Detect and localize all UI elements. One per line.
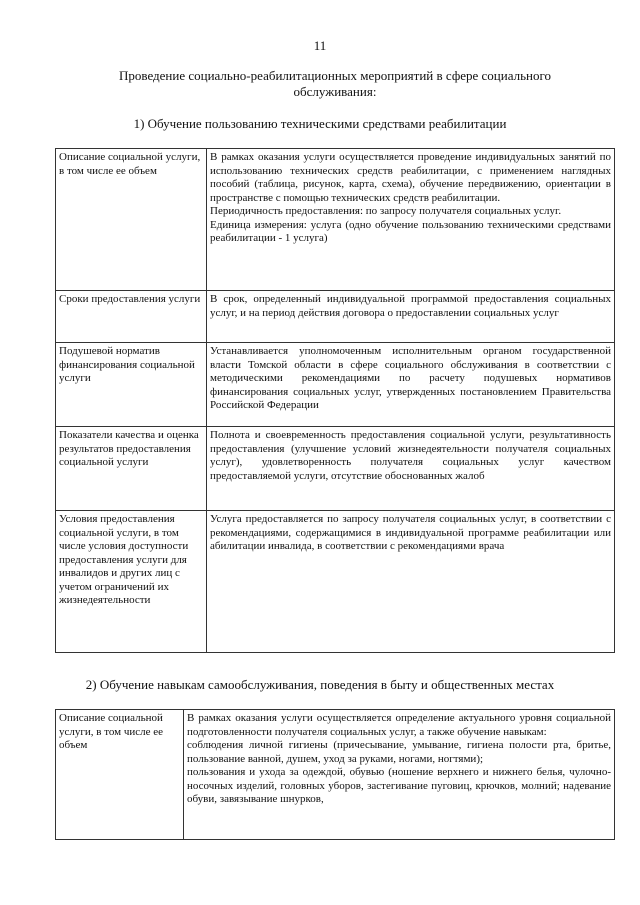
main-title-line-2: обслуживания: <box>293 84 377 99</box>
paragraph: В срок, определенный индивидуальной программой предоставления социальных услуг, и на период действия договора о предоставлении социальных услуг <box>210 293 611 319</box>
row-content <box>207 149 615 291</box>
row-content <box>184 710 615 840</box>
row-label: Описание социальной услуги, в том числе ее объем <box>56 149 207 291</box>
paragraph: В рамках оказания услуги осуществляется проведение индивидуальных занятий по использованию технических средств реабилитации, с применением наглядных пособий (таблица, рисунок, карта, схема), обучение передвижению, ориентации в пространстве с помощью технических средств реабилитации. <box>210 151 611 204</box>
row-label: Сроки предоставления услуги <box>56 291 207 343</box>
table-row <box>56 149 615 291</box>
paragraph: Услуга предоставляется по запросу получателя социальных услуг, в соответствии с рекомендациями, содержащимися в индивидуальной программе реабилитации или абилитации инвалида, в соответствии с рекомендациями врача <box>210 513 611 552</box>
table-row <box>56 511 615 653</box>
table-row <box>56 291 615 343</box>
paragraph: Полнота и своевременность предоставления социальной услуги, результативность предоставления (улучшение условий жизнедеятельности получателя социальных услуг), удовлетворенность получателя социальных услуг качеством предоставляемой услуги, отсутствие обоснованных жалоб <box>210 429 611 482</box>
row-label: Условия предоставления социальной услуги, в том числе условия доступности предоставления услуги для инвалидов и других лиц с учетом ограничений их жизнедеятельности <box>56 511 207 653</box>
section-1-table <box>55 148 615 653</box>
row-content <box>207 343 615 427</box>
paragraph: пользования и ухода за одеждой, обувью (ношение верхнего и нижнего белья, чулочно-носочных изделий, головных уборов, застегивание пуговиц, крючков, молний; надевание обуви, завязывание шнурков, <box>187 766 611 805</box>
paragraph: соблюдения личной гигиены (причесывание, умывание, гигиена полости рта, бритье, пользование ванной, душем, уход за руками, ногами, ногтями); <box>187 739 611 765</box>
paragraph: Периодичность предоставления: по запросу получателя социальных услуг. <box>210 205 562 217</box>
row-content <box>207 427 615 511</box>
section-2-title: 2) Обучение навыкам самообслуживания, поведения в быту и общественных местах <box>85 677 555 692</box>
row-content <box>207 291 615 343</box>
section-1-title: 1) Обучение пользованию техническими средствами реабилитации <box>133 116 507 131</box>
table-row <box>56 343 615 427</box>
paragraph: Единица измерения: услуга (одно обучение пользованию техническими средствами реабилитации - 1 услуга) <box>210 218 611 244</box>
paragraph: В рамках оказания услуги осуществляется определение актуального уровня социальной подготовленности получателя социальных услуг, а также обучение навыкам: <box>187 712 611 738</box>
row-label: Показатели качества и оценка результатов предоставления социальной услуги <box>56 427 207 511</box>
page-number: 11 <box>313 38 327 53</box>
main-title <box>70 68 600 100</box>
table-row <box>56 427 615 511</box>
paragraph: Устанавливается уполномоченным исполнительным органом государственной власти Томской области в сфере социального обслуживания в соответствии с методическими рекомендациями по расчету подушевых нормативов финансирования социальных услуг, утвержденных постановлением Правительства Российской Федерации <box>210 345 611 411</box>
main-title-line-1: Проведение социально-реабилитационных мероприятий в сфере социального <box>119 68 551 83</box>
section-2-table <box>55 709 615 840</box>
row-label: Подушевой норматив финансирования социальной услуги <box>56 343 207 427</box>
table-row <box>56 710 615 840</box>
row-content <box>207 511 615 653</box>
row-label: Описание социальной услуги, в том числе ее объем <box>56 710 184 840</box>
